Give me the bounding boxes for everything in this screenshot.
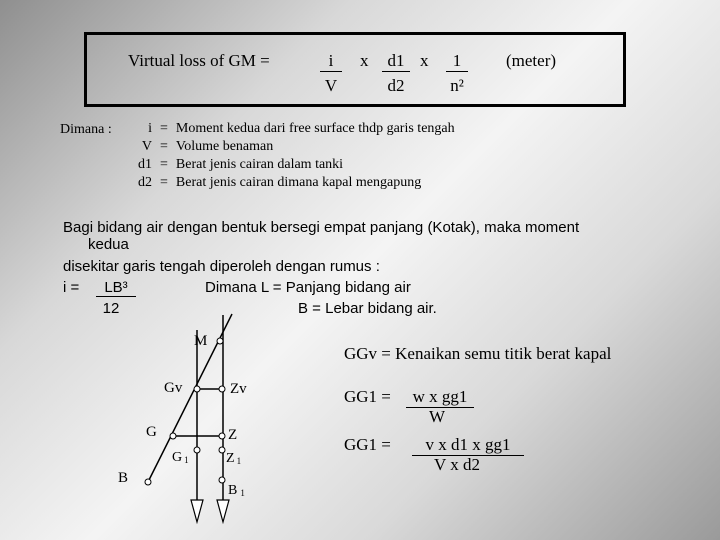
label-Zv: Zv [230,381,247,397]
gg1-b-lhs: GG1 = [344,435,391,454]
point-B [145,479,151,485]
formula-one: 1 [446,51,468,72]
dimana-L: Dimana L = Panjang bidang air [205,279,411,296]
label-Gv: Gv [164,380,183,396]
point-Zv [219,386,225,392]
point-Gv [194,386,200,392]
gg1-b-numerator: v x d1 x gg1 [412,435,524,456]
label-Z1: Z 1 [226,451,242,466]
dimana-B: B = Lebar bidang air. [298,300,437,317]
label-B: B [118,470,129,486]
point-G [170,433,176,439]
definition-equals: = [160,139,168,154]
point-M [217,338,223,344]
label-M: M [194,333,208,349]
definition-symbol: d1 [138,157,152,172]
label-Z: Z [228,427,238,443]
formula-d1: d1 [382,51,410,72]
definition-equals: = [160,175,168,190]
label-G: G [146,424,157,440]
definition-equals: = [160,121,168,136]
definition-description: Berat jenis cairan dalam tanki [175,157,344,172]
paragraph-line2: kedua [88,236,129,253]
formula-n2: n² [450,76,464,95]
point-Z1 [219,447,225,453]
lb3-numerator: LB³ [96,279,136,297]
definitions-label: Dimana : [60,122,112,137]
twelve-denominator: 12 [102,300,120,317]
gg1-a-denominator: W [428,407,446,426]
label-B1: B 1 [228,483,245,498]
gg1-a-numerator: w x gg1 [406,387,474,408]
i-equals: i = [63,279,80,296]
formula-lhs: Virtual loss of GM = [128,51,270,70]
definition-description: Moment kedua dari free surface thdp garis tengah [175,121,455,136]
point-G1 [194,447,200,453]
gg1-a-lhs: GG1 = [344,387,391,406]
gg1-b-denominator: V x d2 [434,455,480,474]
formula-V: V [324,76,338,95]
formula-x1: x [360,51,369,70]
formula-d2: d2 [387,76,405,95]
paragraph-line1: Bagi bidang air dengan bentuk bersegi empat panjang (Kotak), maka moment [63,219,580,236]
formula-i: i [320,51,342,72]
formula-x2: x [420,51,429,70]
definition-symbol: i [148,121,152,136]
formula-unit: (meter) [506,51,557,70]
definition-symbol: V [141,139,152,154]
arrow-head-right [217,500,229,522]
definition-equals: = [160,157,168,172]
definition-description: Volume benaman [175,139,274,154]
definition-symbol: d2 [138,175,152,190]
ggv-note: GGv = Kenaikan semu titik berat kapal [344,344,612,363]
definition-description: Berat jenis cairan dimana kapal mengapung [175,175,422,190]
point-B1 [219,477,225,483]
paragraph-line3: disekitar garis tengah diperoleh dengan rumus : [63,258,380,275]
label-G1: G 1 [172,450,189,465]
point-Z [219,433,225,439]
arrow-head-left [191,500,203,522]
